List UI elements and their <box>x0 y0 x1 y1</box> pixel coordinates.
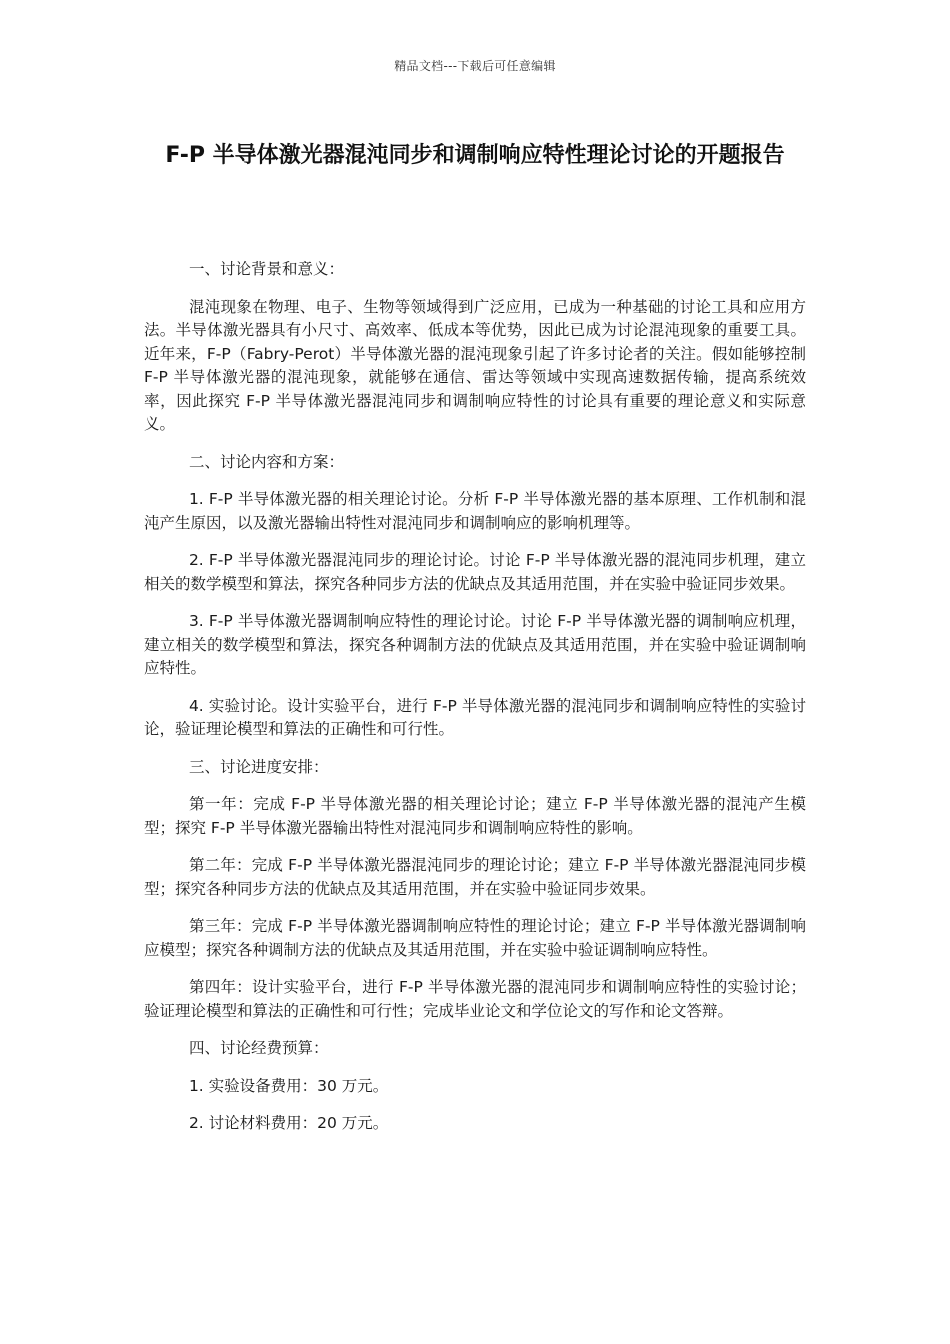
section-heading-content: 二、讨论内容和方案： <box>188 452 344 471</box>
schedule-item: 第二年：完成 F-P 半导体激光器混沌同步的理论讨论；建立 F-P 半导体激光器混沌同步模型；探究各种同步方法的优缺点及其适用范围，并在实验中验证同步效果。 <box>144 856 806 898</box>
schedule-item: 第一年：完成 F-P 半导体激光器的相关理论讨论；建立 F-P 半导体激光器的混沌产生模型；探究 F-P 半导体激光器输出特性对混沌同步和调制响应特性的影响。 <box>144 795 806 837</box>
content-item: 3. F-P 半导体激光器调制响应特性的理论讨论。讨论 F-P 半导体激光器的调制响应机理，建立相关的数学模型和算法，探究各种调制方法的优缺点及其适用范围，并在实验中验证调制响应特性。 <box>144 612 806 677</box>
section-heading-background: 一、讨论背景和意义： <box>188 260 344 278</box>
schedule-item: 第四年：设计实验平台，进行 F-P 半导体激光器的混沌同步和调制响应特性的实验讨论；验证理论模型和算法的正确性和可行性；完成毕业论文和学位论文的写作和论文答辩。 <box>144 978 806 1020</box>
section-heading-budget: 四、讨论经费预算： <box>188 1039 329 1057</box>
schedule-item: 第三年：完成 F-P 半导体激光器调制响应特性的理论讨论；建立 F-P 半导体激光器调制响应模型；探究各种调制方法的优缺点及其适用范围，并在实验中验证调制响应特性。 <box>144 917 806 959</box>
budget-item: 2. 讨论材料费用：20 万元。 <box>188 1114 389 1132</box>
content-item: 1. F-P 半导体激光器的相关理论讨论。分析 F-P 半导体激光器的基本原理、工作机制和混沌产生原因，以及激光器输出特性对混沌同步和调制响应的影响机理等。 <box>144 490 806 532</box>
content-item: 2. F-P 半导体激光器混沌同步的理论讨论。讨论 F-P 半导体激光器的混沌同步机理，建立相关的数学模型和算法，探究各种同步方法的优缺点及其适用范围，并在实验中验证同步效果。 <box>144 551 806 593</box>
document-title: F-P 半导体激光器混沌同步和调制响应特性理论讨论的开题报告 <box>165 143 785 168</box>
document-body <box>144 258 806 1150</box>
paragraph-background: 混沌现象在物理、电子、生物等领域得到广泛应用，已成为一种基础的讨论工具和应用方法。半导体激光器具有小尺寸、高效率、低成本等优势，因此已成为讨论混沌现象的重要工具。近年来，F-P（Fabry-Perot）半导体激光器的混沌现象引起了许多讨论者的关注。假如能够控制 F-P 半导体激光器的混沌现象，就能够在通信、雷达等领域中实现高速数据传输，提高系统效率，因此探究 F-P 半导体激光器混沌同步和调制响应特性的讨论具有重要的理论意义和实际意义。 <box>144 297 806 433</box>
header-note: 精品文档---下载后可任意编辑 <box>394 59 556 73</box>
section-heading-schedule: 三、讨论进度安排： <box>188 757 329 776</box>
budget-item: 1. 实验设备费用：30 万元。 <box>188 1076 389 1095</box>
content-item: 4. 实验讨论。设计实验平台，进行 F-P 半导体激光器的混沌同步和调制响应特性的实验讨论，验证理论模型和算法的正确性和可行性。 <box>144 696 806 738</box>
